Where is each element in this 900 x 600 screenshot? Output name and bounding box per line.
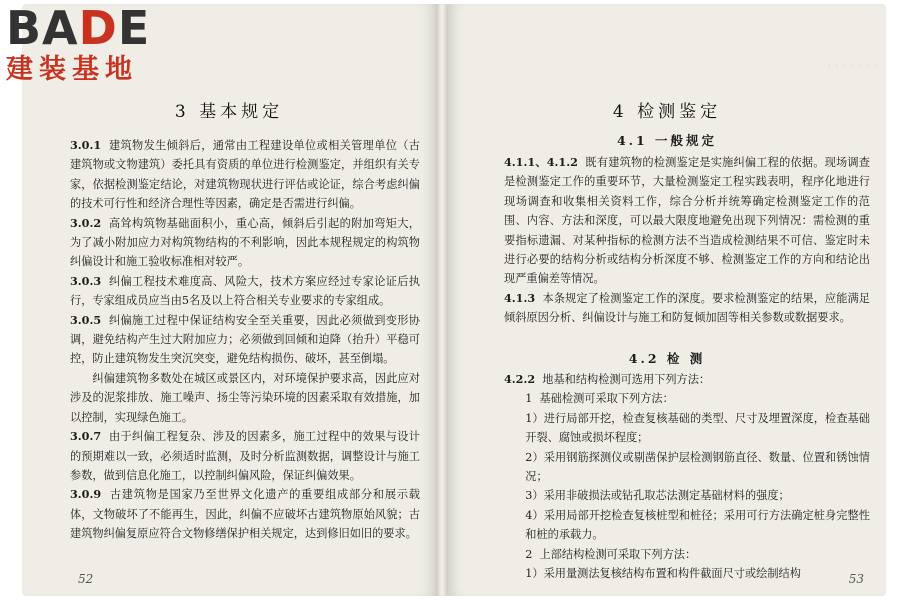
- list-item-2-1: 1）采用量测法复核结构布置和构件截面尺寸或绘制结构: [525, 567, 801, 581]
- list-item-superstructure: 2 上部结构检测可采取下列方法：: [525, 547, 697, 561]
- left-body-text: [70, 136, 420, 544]
- clause-3-0-3: 3.0.3 纠偏工程技术难度高、风险大，技术方案应经过专家论证后执行，专家组成员应当由5名及以上符合相关专业要求的专家组成。: [70, 273, 420, 308]
- right-body-text-1: [504, 153, 870, 328]
- logo-subtitle: 建装基地: [6, 54, 138, 85]
- clause-3-0-1: 3.0.1 建筑物发生倾斜后，通常由工程建设单位或相关管理单位（古建筑物或文物建筑）委托具有资质的单位进行检测鉴定，并组织有关专家，依据检测鉴定结论，对建筑物现状进行评估或论证，综合考虑纠偏的技术可行性和经济合理性等因素，确定是否需进行纠偏。: [70, 138, 420, 211]
- book-gutter: [436, 4, 448, 596]
- section-title-4-1: 4.1 一般规定: [616, 133, 718, 148]
- chapter-title-3: 3 基本规定: [174, 102, 284, 122]
- bleed-through-text: · · · · · · ·: [827, 62, 878, 72]
- logo-wordmark: BADE: [6, 1, 151, 55]
- clause-3-0-9: 3.0.9 古建筑物是国家乃至世界文化遗产的重要组成部分和展示载体，文物破坏了不能再生，因此，纠偏不应破坏古建筑物原始风貌；古建筑物纠偏复原应符合文物修缮保护相关规定，达到修旧如旧的要求。: [70, 487, 420, 541]
- list-item-1-3: 3）采用非破损法或钻孔取芯法测定基础材料的强度；: [525, 489, 790, 503]
- clause-4-1-1: 4.1.1、4.1.2 既有建筑物的检测鉴定是实施纠偏工程的依据。现场调查是检测鉴定工作的重要环节，大量检测鉴定工程实践表明，程序化地进行现场调查和收集相关资料工作，综合分析并统筹确定检测鉴定工作的范围、内容、方法和深度，可以最大限度地避免出现下列情况：需检测的重要指标遗漏、对某种指标的检测方法不当造成检测结果不可信、鉴定时未进行必要的结构分析或结构分析深度不够、检测鉴定工作的方向和结论出现严重偏差等情况。: [504, 155, 870, 286]
- bade-logo: [6, 1, 181, 85]
- chapter-title-4: 4 检测鉴定: [612, 102, 722, 122]
- clause-3-0-7: 3.0.7 由于纠偏工程复杂、涉及的因素多，施工过程中的效果与设计的预期难以一致，必须适时监测，及时分析监测数据，调整设计与施工参数，做到信息化施工，以控制纠偏风险，保证纠偏效果。: [70, 429, 420, 482]
- clause-4-1-3: 4.1.3 本条规定了检测鉴定工作的深度。要求检测鉴定的结果，应能满足倾斜原因分析、纠偏设计与施工和防复倾加固等相关参数或数据要求。: [504, 290, 870, 325]
- page-number-right: 53: [848, 572, 864, 586]
- right-page: [448, 4, 886, 596]
- page-number-left: 52: [78, 572, 94, 586]
- clause-3-0-5-cont: 纠偏建筑物多数处在城区或景区内，对环境保护要求高，因此应对涉及的泥浆排放、施工噪声、扬尘等污染环境的因素采取有效措施，加以控制，实现绿色施工。: [70, 371, 420, 424]
- list-item-1-4: 4）采用局部开挖检查复核桩型和桩径；采用可行方法确定桩身完整性和桩的承载力。: [525, 508, 870, 542]
- list-item-1-1: 1）进行局部开挖，检查复核基础的类型、尺寸及埋置深度，检查基础开裂、腐蚀或损坏程度；: [525, 411, 870, 445]
- list-item-foundation: 1 基础检测可采取下列方法：: [525, 392, 674, 406]
- clause-3-0-2: 3.0.2 高耸构筑物基础面积小，重心高，倾斜后引起的附加弯矩大，为了减小附加应力对构筑物结构的不利影响，因此本规程规定的构筑物纠偏设计和施工验收标准相对较严。: [70, 215, 420, 269]
- clause-3-0-5: 3.0.5 纠偏施工过程中保证结构安全至关重要，因此必须做到变形协调，避免结构产生过大附加应力；必须做到回倾和迫降（抬升）平稳可控，防止建筑物发生突沉突变，避免结构损伤、破坏，甚至倒塌。: [70, 312, 420, 366]
- list-item-1-2: 2）采用钢筋探测仪或剔凿保护层检测钢筋直径、数量、位置和锈蚀情况；: [525, 450, 870, 484]
- right-body-text-2: [504, 370, 870, 583]
- clause-4-2-2: 4.2.2 地基和结构检测可选用下列方法：: [504, 372, 711, 386]
- section-title-4-2: 4.2 检 测: [628, 351, 706, 366]
- left-page: [22, 4, 436, 596]
